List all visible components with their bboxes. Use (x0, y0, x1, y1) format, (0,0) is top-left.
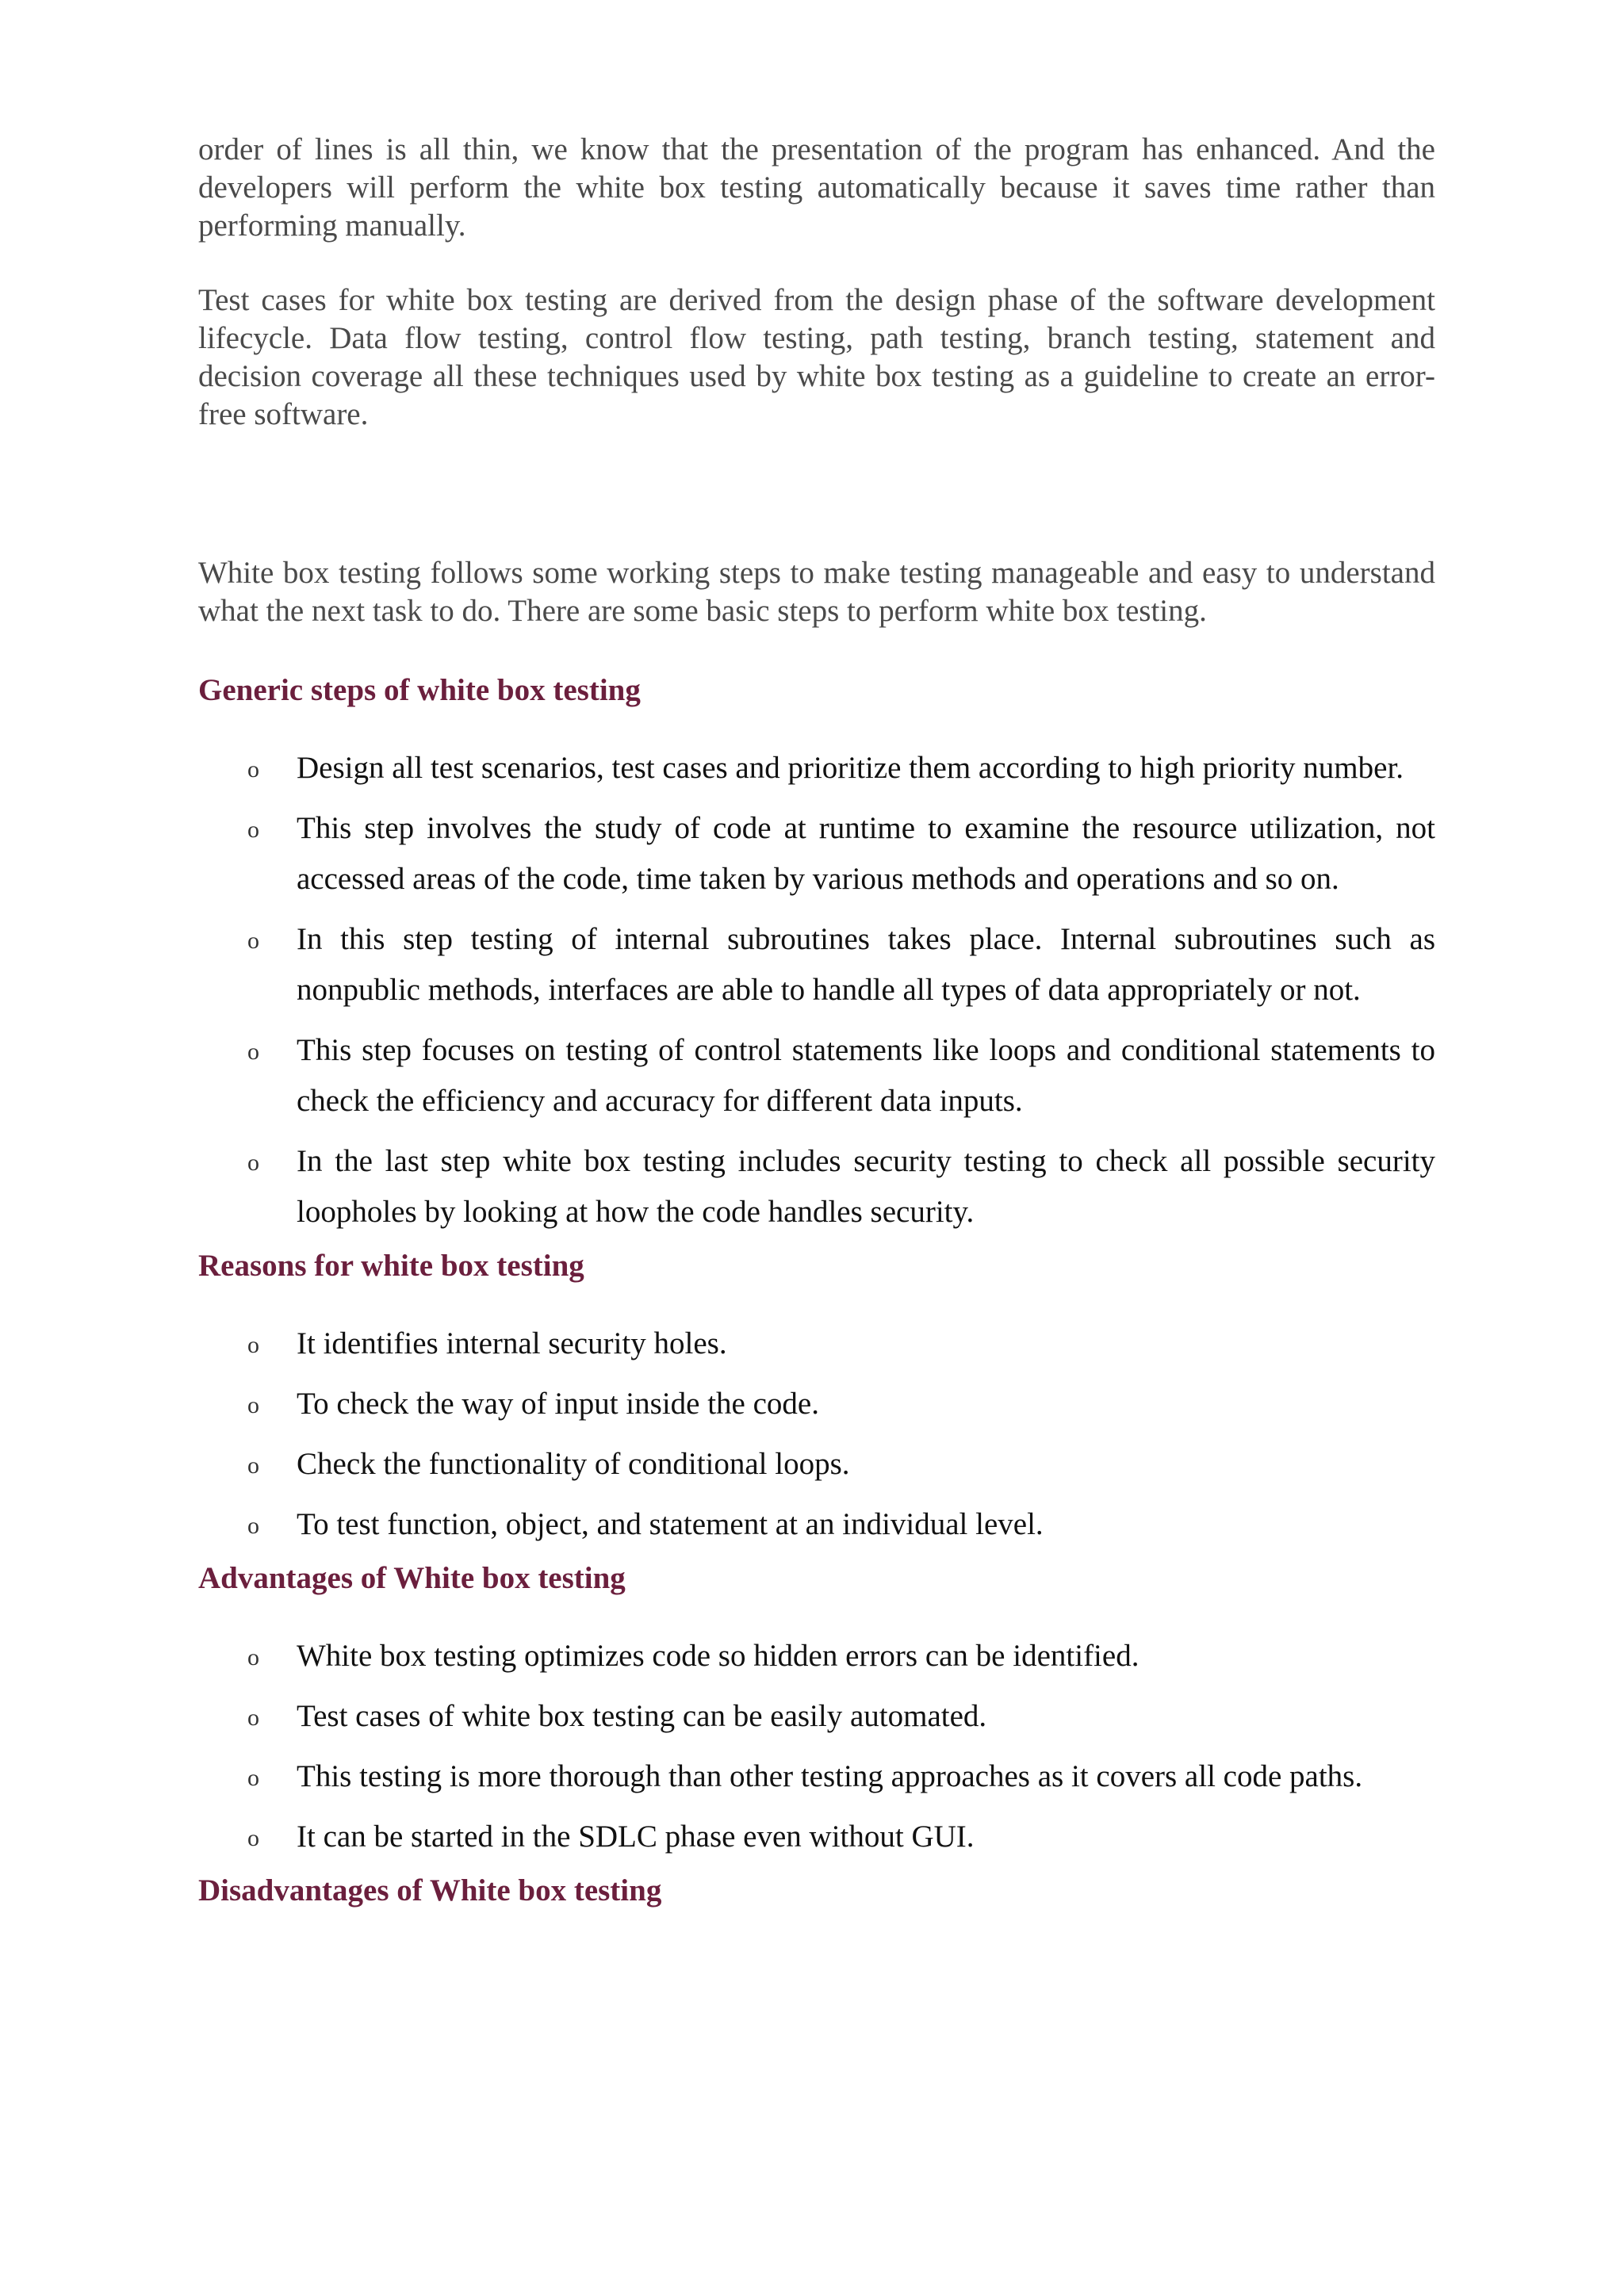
list-item-text: In this step testing of internal subroutines takes place. Internal subroutines such as nonpublic methods, interfaces are able to handle all types of data appropriately or not. (297, 922, 1435, 1007)
list-item (198, 1812, 1435, 1862)
list-item-text: This step involves the study of code at runtime to examine the resource utilization, not accessed areas of the code, time taken by various methods and operations and so on. (297, 811, 1435, 896)
list-item (198, 1499, 1435, 1550)
list-generic-steps (198, 743, 1435, 1238)
heading-generic-steps: Generic steps of white box testing (198, 673, 641, 707)
list-item (198, 1751, 1435, 1802)
bullet-icon: o (247, 1765, 259, 1791)
list-item-text: White box testing optimizes code so hidden errors can be identified. (297, 1639, 1139, 1673)
list-item (198, 1439, 1435, 1490)
list-item-text: This step focuses on testing of control statements like loops and conditional statements to check the efficiency and accuracy for different data inputs. (297, 1033, 1435, 1118)
paragraph-test-cases: Test cases for white box testing are derived from the design phase of the software development lifecycle. Data flow testing, control flow testing, path testing, branch testing, statement and decision coverage all these techniques used by white box testing as a guideline to create an error-free software. (198, 283, 1435, 431)
paragraph-working-steps: White box testing follows some working steps to make testing manageable and easy to understand what the next task to do. There are some basic steps to perform white box testing. (198, 556, 1435, 628)
list-advantages (198, 1631, 1435, 1862)
list-item-text: To check the way of input inside the code. (297, 1387, 819, 1421)
list-item-text: This testing is more thorough than other testing approaches as it covers all code paths. (297, 1759, 1363, 1793)
heading-advantages: Advantages of White box testing (198, 1561, 626, 1595)
list-item-text: To test function, object, and statement at an individual level. (297, 1507, 1044, 1541)
list-item-text: Check the functionality of conditional loops. (297, 1447, 850, 1481)
list-item-text: It identifies internal security holes. (297, 1326, 727, 1360)
bullet-icon: o (247, 1705, 259, 1731)
list-item-text: Design all test scenarios, test cases and prioritize them according to high priority number. (297, 751, 1404, 785)
bullet-icon: o (247, 928, 259, 954)
list-item-text: It can be started in the SDLC phase even without GUI. (297, 1820, 975, 1854)
bullet-icon: o (247, 1452, 259, 1479)
bullet-icon: o (247, 1644, 259, 1670)
bullet-icon: o (247, 1513, 259, 1539)
list-reasons (198, 1318, 1435, 1550)
document-page (198, 131, 1435, 1943)
bullet-icon: o (247, 1332, 259, 1358)
heading-disadvantages: Disadvantages of White box testing (198, 1873, 662, 1908)
bullet-icon: o (247, 817, 259, 843)
list-item (198, 1631, 1435, 1682)
list-item (198, 1136, 1435, 1238)
list-item (198, 914, 1435, 1016)
list-item (198, 743, 1435, 794)
bullet-icon: o (247, 1825, 259, 1851)
list-item (198, 1691, 1435, 1742)
bullet-icon: o (247, 1039, 259, 1065)
bullet-icon: o (247, 1392, 259, 1418)
list-item (198, 1025, 1435, 1127)
bullet-icon: o (247, 1150, 259, 1176)
heading-reasons: Reasons for white box testing (198, 1249, 584, 1283)
list-item (198, 1318, 1435, 1369)
list-item-text: Test cases of white box testing can be easily automated. (297, 1699, 987, 1733)
list-item (198, 1379, 1435, 1429)
list-item (198, 803, 1435, 905)
list-item-text: In the last step white box testing includes security testing to check all possible security loopholes by looking at how the code handles security. (297, 1144, 1435, 1229)
bullet-icon: o (247, 756, 259, 783)
paragraph-intro-continuation: order of lines is all thin, we know that the presentation of the program has enhanced. And the developers will perform the white box testing automatically because it saves time rather than performing manually. (198, 132, 1435, 243)
